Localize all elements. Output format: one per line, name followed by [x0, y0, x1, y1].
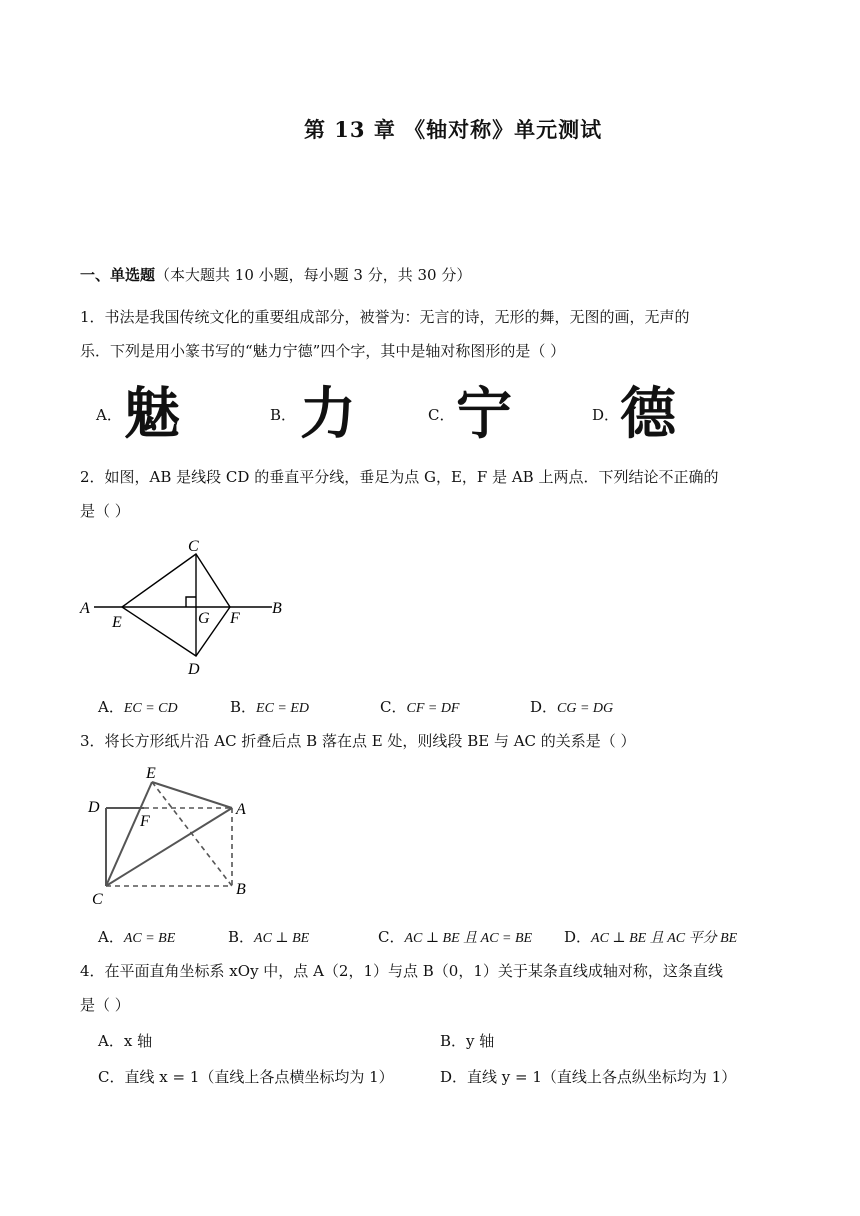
- section-title: 一、单选题: [80, 266, 156, 284]
- q4-option-b-text: y 轴: [466, 1032, 495, 1050]
- q3-option-c-label: C．: [378, 928, 405, 946]
- q3-label-b: B: [236, 881, 246, 898]
- q2-option-d-label: D．: [530, 698, 558, 716]
- q2-label-f: F: [230, 610, 240, 627]
- q2-text-line1: 2．如图，AB 是线段 CD 的垂直平分线，垂足为点 G，E，F 是 AB 上两点．下列结论不正确的: [80, 468, 719, 486]
- q3-label-d: D: [88, 799, 100, 816]
- q3-option-d-math: AC ⊥ BE 且 AC 平分 BE: [591, 931, 738, 946]
- q3-option-b-label: B．: [228, 928, 255, 946]
- q3-label-e: E: [146, 765, 156, 782]
- q3-label-c: C: [92, 891, 103, 908]
- q4-option-d-text: 直线 y = 1（直线上各点纵坐标均为 1）: [467, 1068, 737, 1086]
- q3-option-a[interactable]: [98, 926, 175, 947]
- q4-text-line1: 4．在平面直角坐标系 xOy 中，点 A（2，1）与点 B（0，1）关于某条直线成轴对称，这条直线: [80, 962, 723, 980]
- q3-label-f: F: [140, 813, 150, 830]
- q4-option-a-label: A．: [98, 1032, 124, 1050]
- q2-label-d: D: [188, 661, 200, 678]
- q2-option-c-label: C．: [380, 698, 407, 716]
- q1-option-a-glyph: 魅: [124, 382, 180, 447]
- q1-option-c-glyph: 宁: [456, 382, 512, 447]
- q2-label-c: C: [188, 538, 199, 555]
- q3-text-line1: 3．将长方形纸片沿 AC 折叠后点 B 落在点 E 处，则线段 BE 与 AC 的关系是（ ）: [80, 732, 636, 750]
- q2-label-b: B: [272, 600, 282, 617]
- q3-option-b-math: AC ⊥ BE: [254, 931, 310, 946]
- q3-edge-ce: [106, 782, 152, 886]
- q2-option-d[interactable]: [530, 696, 613, 717]
- q2-quad-ecfd: [122, 554, 230, 656]
- q3-option-b[interactable]: [228, 926, 309, 947]
- q2-option-b-math: EC = ED: [256, 701, 310, 716]
- q2-option-d-math: CG = DG: [557, 701, 614, 716]
- q1-option-b-glyph: 力: [300, 382, 356, 447]
- q3-option-a-math: AC = BE: [123, 931, 176, 946]
- q3-option-c[interactable]: [378, 926, 532, 947]
- q1-option-b-label[interactable]: B．: [270, 406, 297, 424]
- q3-option-c-math: AC ⊥ BE 且 AC = BE: [404, 931, 533, 946]
- q1-text-line2: 乐．下列是用小篆书写的“魅力宁德”四个字，其中是轴对称图形的是（ ）: [80, 342, 566, 360]
- q4-option-c-label: C．: [98, 1068, 125, 1086]
- q4-option-b-label: B．: [440, 1032, 467, 1050]
- q2-option-b-label: B．: [230, 698, 257, 716]
- q1-text-line1: 1．书法是我国传统文化的重要组成部分，被誉为：无言的诗，无形的舞，无图的画，无声的: [80, 308, 690, 326]
- q4-option-d-label: D．: [440, 1068, 468, 1086]
- page-title: 第 13 章 《轴对称》单元测试: [304, 117, 603, 142]
- q4-option-d[interactable]: [440, 1066, 736, 1087]
- q3-option-a-label: A．: [98, 928, 124, 946]
- q3-option-d[interactable]: [564, 926, 737, 947]
- q3-edge-eb-dashed: [152, 782, 232, 886]
- section-heading: [80, 264, 471, 285]
- q2-label-g: G: [198, 610, 210, 627]
- q2-option-b[interactable]: [230, 696, 309, 717]
- q2-option-c-math: CF = DF: [406, 701, 460, 716]
- section-note: （本大题共 10 小题，每小题 3 分，共 30 分）: [155, 266, 472, 284]
- q3-option-d-label: D．: [564, 928, 592, 946]
- q1-option-d-label[interactable]: D．: [592, 406, 620, 424]
- q2-right-angle-mark: [186, 597, 196, 607]
- q2-label-a: A: [80, 600, 90, 617]
- q1-option-c-label[interactable]: C．: [428, 406, 455, 424]
- q2-text-line2: 是（ ）: [80, 502, 130, 520]
- q2-option-a-label: A．: [98, 698, 124, 716]
- q2-label-e: E: [112, 614, 122, 631]
- q4-option-a[interactable]: [98, 1030, 152, 1051]
- q3-edge-ca: [106, 808, 232, 886]
- q1-option-a-label[interactable]: A．: [96, 406, 122, 424]
- q3-label-a: A: [236, 801, 246, 818]
- q2-option-c[interactable]: [380, 696, 459, 717]
- q3-edge-ea: [152, 782, 232, 808]
- q2-option-a-math: EC = CD: [123, 701, 178, 716]
- q4-text-line2: 是（ ）: [80, 996, 130, 1014]
- q2-option-a[interactable]: [98, 696, 178, 717]
- q4-option-b[interactable]: [440, 1030, 494, 1051]
- q3-figure: [82, 760, 272, 910]
- q4-option-c-text: 直线 x = 1（直线上各点横坐标均为 1）: [124, 1068, 394, 1086]
- q1-option-d-glyph: 德: [620, 382, 676, 447]
- q4-option-a-text: x 轴: [123, 1032, 153, 1050]
- q4-option-c[interactable]: [98, 1066, 394, 1087]
- q2-figure: [76, 534, 296, 684]
